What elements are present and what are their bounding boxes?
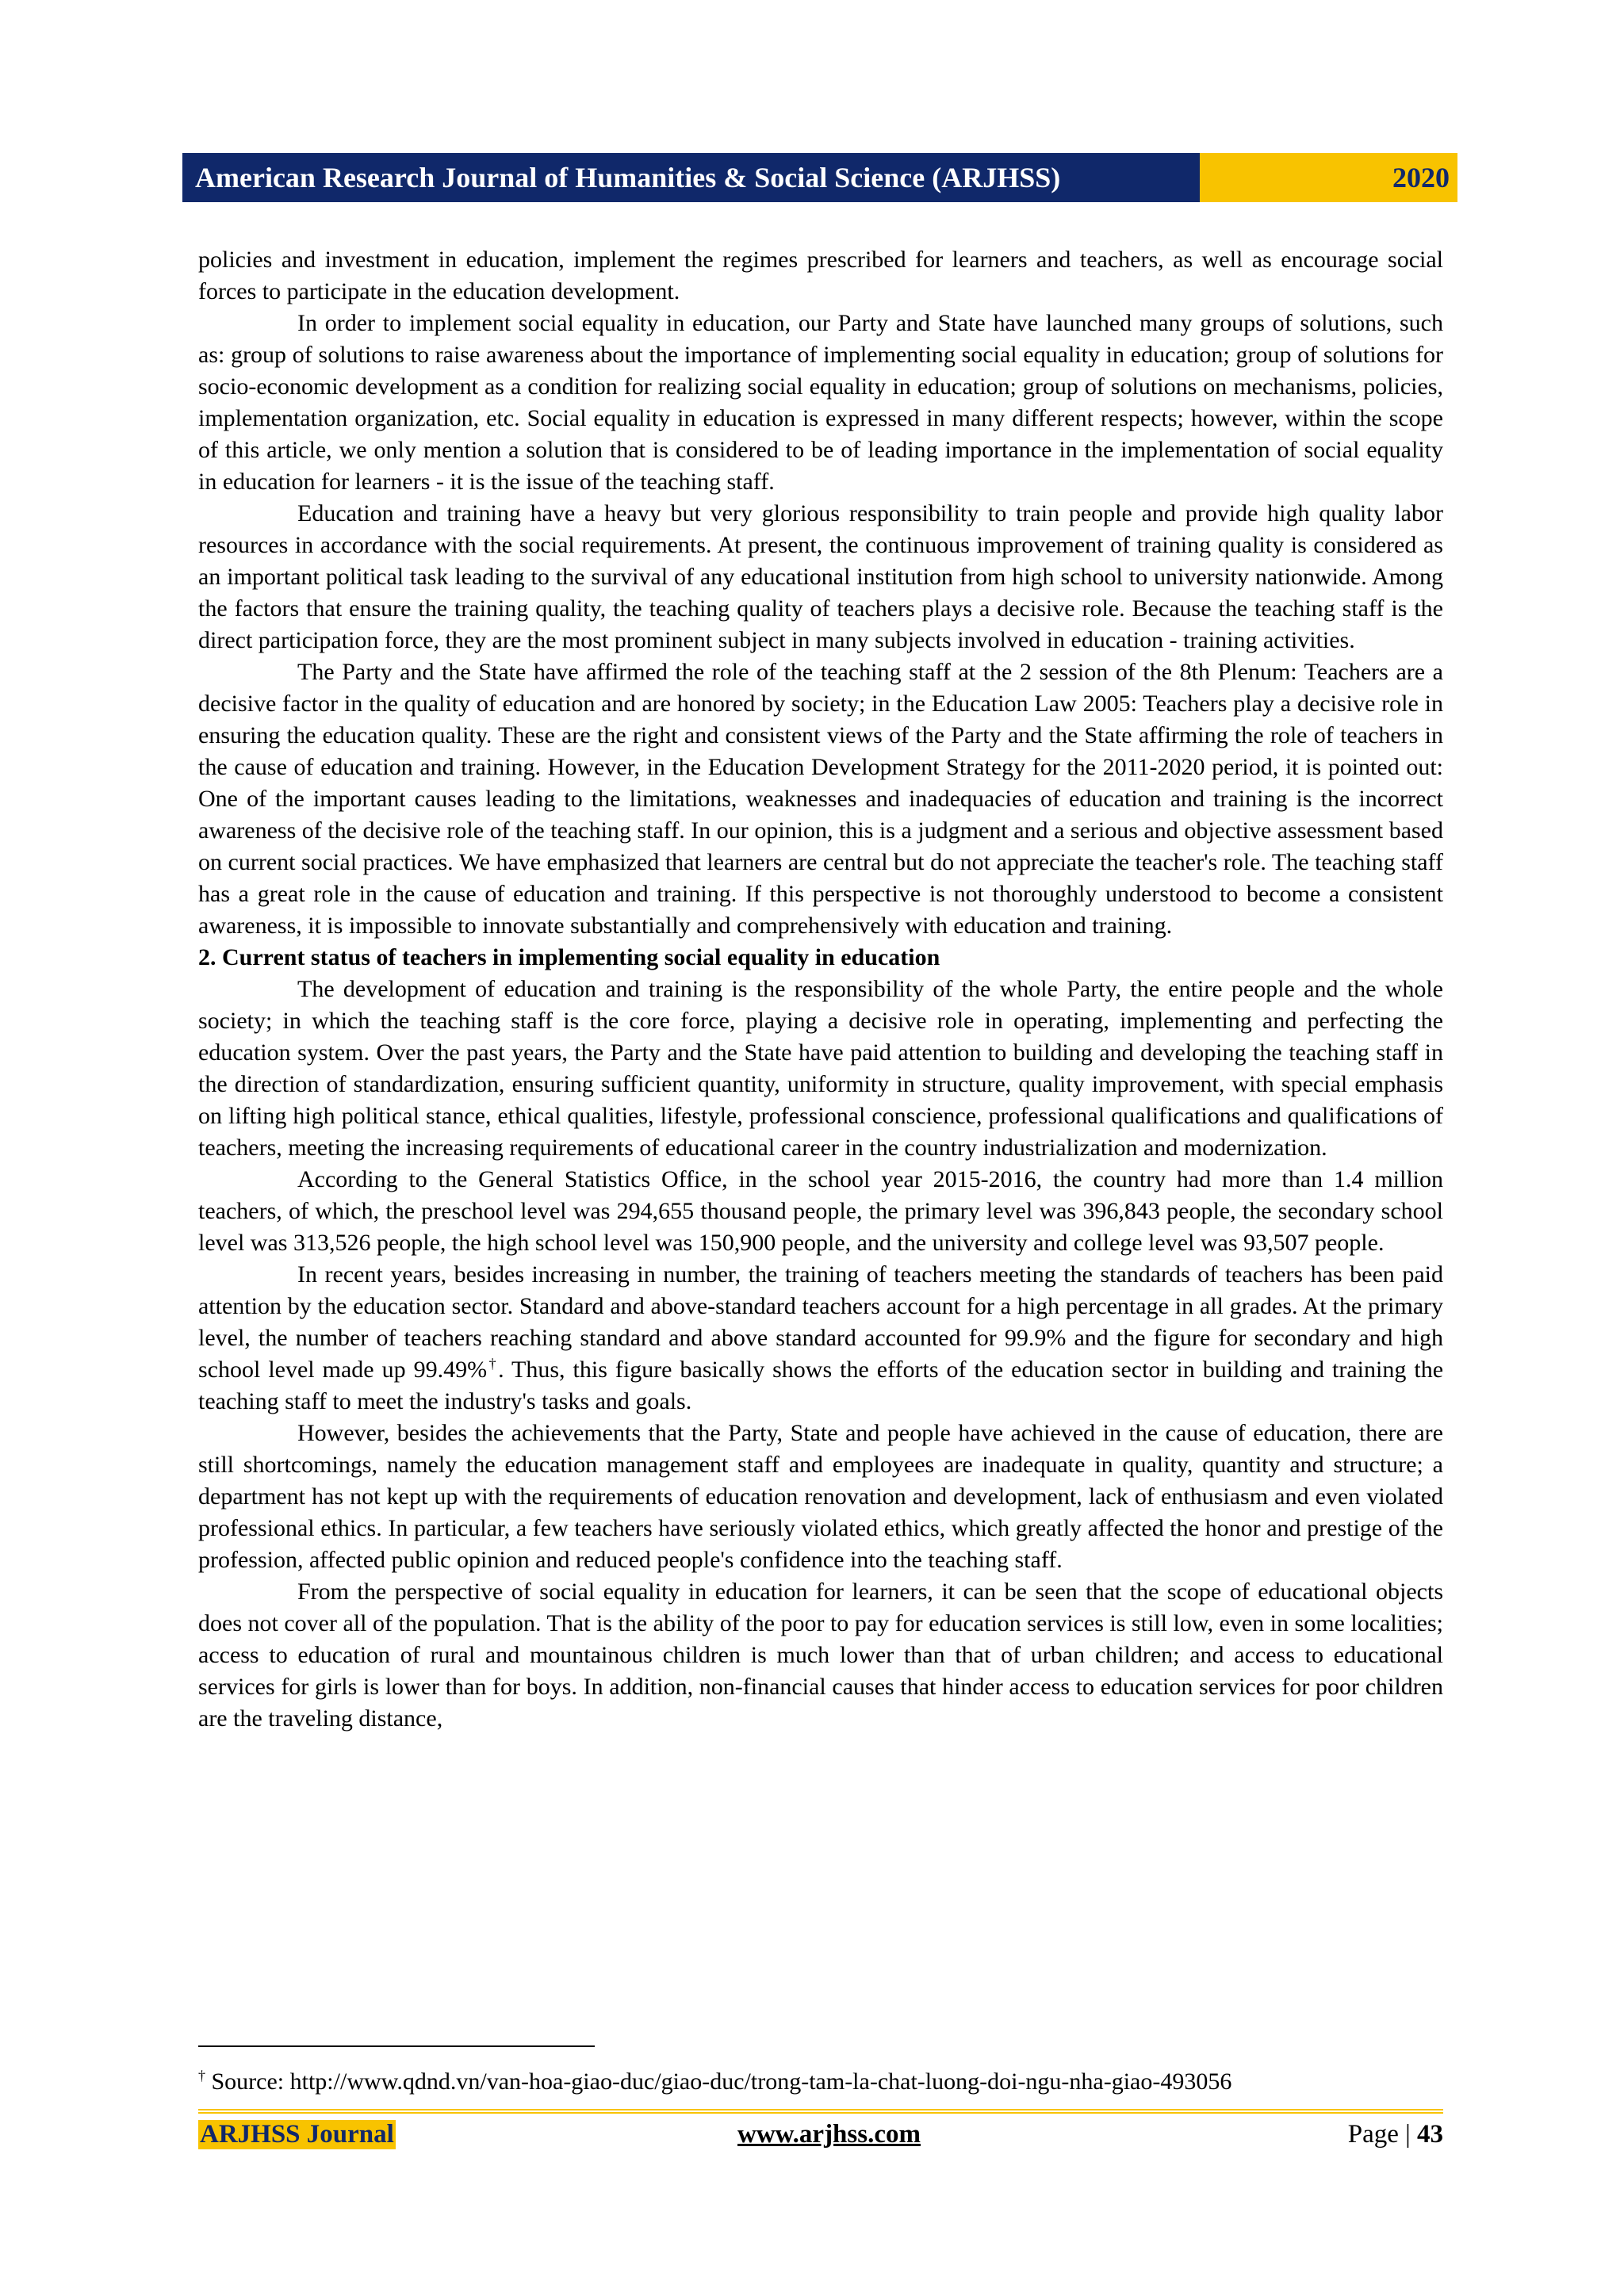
paragraph-text: . Thus, this figure basically shows the efforts of the education sector in building and training the teaching staff to meet the industry's tasks and goals.: [198, 1357, 1444, 1414]
footer-divider: [198, 2109, 1443, 2114]
section-heading: 2. Current status of teachers in implementing social equality in education: [198, 944, 940, 970]
paragraph: However, besides the achievements that the Party, State and people have achieved in the cause of education, there are still shortcomings, namely the education management staff and employees are inadequate in quality, quantity and structure; a department has not kept up with the requirements of education renovation and development, lack of enthusiasm and even violated professional ethics. In particular, a few teachers have seriously violated ethics, which greatly affected the honor and prestige of the profession, affected public opinion and reduced people's confidence into the teaching staff.: [198, 1420, 1443, 1573]
paragraph: From the perspective of social equality in education for learners, it can be seen that the scope of educational objects does not cover all of the population. That is the ability of the poor to pay for education services is still low, even in some localities; access to education of rural and mountainous children is much lower than that of urban children; and access to educational services for girls is lower than for boys. In addition, non-financial causes that hinder access to education services for poor children are the traveling distance,: [198, 1578, 1443, 1732]
footnote-reference[interactable]: †: [487, 1356, 499, 1372]
footnote-text: Source: http://www.qdnd.vn/van-hoa-giao-duc/giao-duc/trong-tam-la-chat-luong-doi-ngu-nha-giao-493056: [205, 2068, 1232, 2095]
footnote-divider: [198, 2045, 595, 2047]
footnote-mark: †: [198, 2068, 205, 2084]
paragraph: The development of education and training is the responsibility of the whole Party, the entire people and the whole society; in which the teaching staff is the core force, playing a decisive role in operating, implementing and perfecting the education system. Over the past years, the Party and the State have paid attention to building and developing the teaching staff in the direction of standardization, ensuring sufficient quantity, uniformity in structure, quality improvement, with special emphasis on lifting high political stance, ethical qualities, lifestyle, professional conscience, professional qualifications and qualifications of teachers, meeting the increasing requirements of educational career in the country industrialization and modernization.: [198, 976, 1443, 1161]
journal-year: 2020: [1200, 153, 1457, 202]
article-body: [198, 244, 1443, 1735]
page-footer: [198, 2117, 1443, 2152]
journal-header: [182, 153, 1457, 202]
page-number: [1348, 2120, 1443, 2149]
paragraph: The Party and the State have affirmed the role of the teaching staff at the 2 session of the 8th Plenum: Teachers are a decisive factor in the quality of education and are honored by society; in the Education Law 2005: Teachers play a decisive role in ensuring the education quality. These are the right and consistent views of the Party and the State affirming the role of teachers in the cause of education and training. However, in the Education Development Strategy for the 2011-2020 period, it is pointed out: One of the important causes leading to the limitations, weaknesses and inadequacies of education and training is the incorrect awareness of the decisive role of the teaching staff. In our opinion, this is a judgment and a serious and objective assessment based on current social practices. We have emphasized that learners are central but do not appreciate the teacher's role. The teaching staff has a great role in the cause of education and training. If this perspective is not thoroughly understood to become a consistent awareness, it is impossible to innovate substantially and comprehensively with education and training.: [198, 659, 1443, 939]
paragraph: Education and training have a heavy but very glorious responsibility to train people and provide high quality labor resources in accordance with the social requirements. At present, the continuous improvement of training quality is considered as an important political task leading to the survival of any educational institution from high school to university nationwide. Among the factors that ensure the training quality, the teaching quality of teachers plays a decisive role. Because the teaching staff is the direct participation force, they are the most prominent subject in many subjects involved in education - training activities.: [198, 500, 1443, 653]
paragraph-text: In recent years, besides increasing in number, the training of teachers meeting the standards of teachers has been paid attention by the education sector. Standard and above-standard teachers account for a high percentage in all grades. At the primary level, the number of teachers reaching standard and above standard accounted for 99.9% and the figure for secondary and high school level made up 99.49%: [198, 1261, 1443, 1383]
footer-website-link[interactable]: www.arjhss.com: [737, 2120, 921, 2149]
paragraph-continued: policies and investment in education, implement the regimes prescribed for learners and teachers, as well as encourage social forces to participate in the education development.: [198, 247, 1443, 304]
footer-journal-name: ARJHSS Journal: [200, 2120, 394, 2149]
journal-title: American Research Journal of Humanities & Social Science (ARJHSS): [182, 153, 1200, 202]
paragraph: In order to implement social equality in education, our Party and State have launched many groups of solutions, such as: group of solutions to raise awareness about the importance of implementing social equality in education; group of solutions for socio-economic development as a condition for realizing social equality in education; group of solutions on mechanisms, policies, implementation organization, etc. Social equality in education is expressed in many different respects; however, within the scope of this article, we only mention a solution that is considered to be of leading importance in the implementation of social equality in education for learners - it is the issue of the teaching staff.: [198, 310, 1443, 495]
paragraph: According to the General Statistics Office, in the school year 2015-2016, the country had more than 1.4 million teachers, of which, the preschool level was 294,655 thousand people, the primary level was 396,843 people, the secondary school level was 313,526 people, the high school level was 150,900 people, and the university and college level was 93,507 people.: [198, 1166, 1443, 1256]
paragraph: [198, 1259, 1443, 1418]
page-label: Page |: [1347, 2120, 1417, 2149]
page-number-value: 43: [1417, 2120, 1443, 2149]
footnote: [198, 2068, 1443, 2096]
